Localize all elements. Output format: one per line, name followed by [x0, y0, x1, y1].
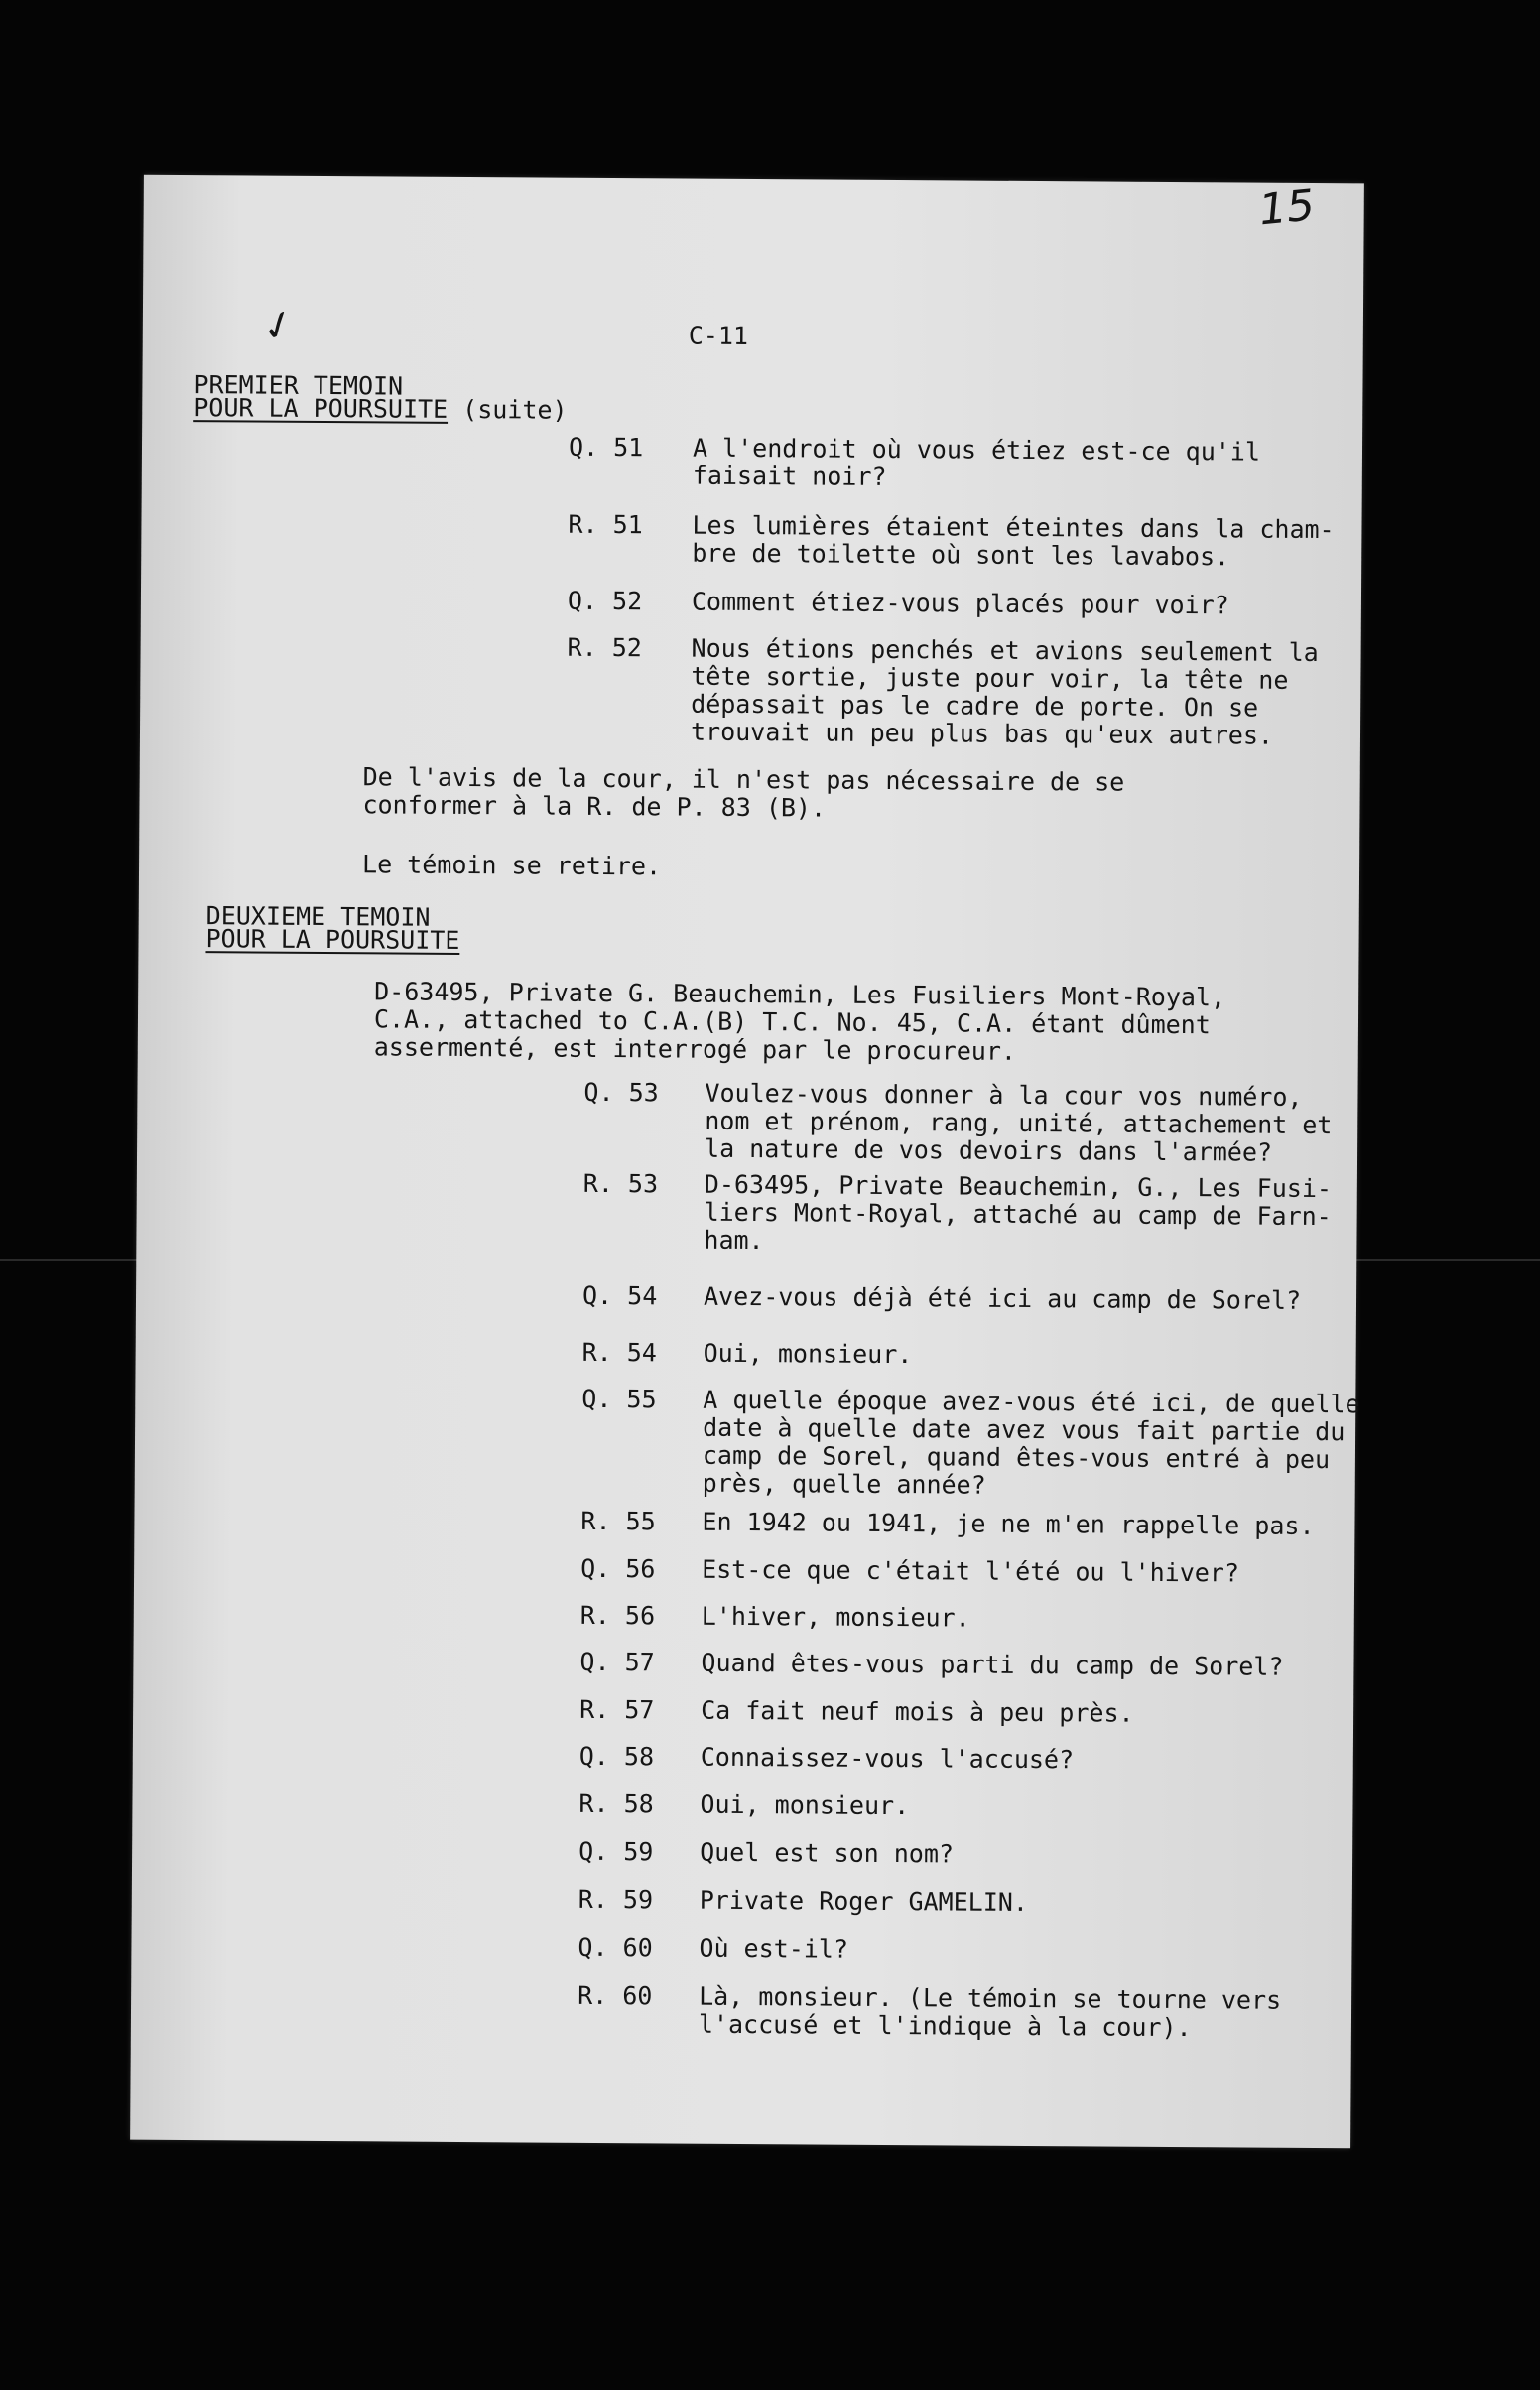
qa-text-line: camp de Sorel, quand êtes-vous entré à peu	[702, 1440, 1331, 1475]
qa-reference: Q. 60	[578, 1932, 653, 1963]
qa-text-line: date à quelle date avez vous fait partie du	[703, 1412, 1346, 1447]
qa-reference: R. 58	[578, 1789, 654, 1819]
qa-text-line: trouvait un peu plus bas qu'eux autres.	[690, 717, 1274, 750]
qa-text-line: Oui, monsieur.	[700, 1790, 910, 1821]
qa-reference: Q. 59	[578, 1836, 654, 1867]
qa-text	[692, 512, 1335, 573]
heading-line-2: POUR LA POURSUITE	[193, 393, 449, 424]
qa-text-line: tête sortie, juste pour voir, la tête ne	[691, 661, 1289, 695]
qa-text-line: Nous étions penchés et avions seulement la	[691, 633, 1319, 668]
qa-reference: R. 60	[578, 1980, 653, 2011]
document-page	[130, 175, 1364, 2149]
qa-text-line: bre de toilette où sont les lavabos.	[692, 538, 1230, 572]
court-note	[362, 763, 1124, 824]
qa-text	[691, 635, 1319, 750]
qa-text	[693, 435, 1260, 494]
qa-text-line: Où est-il?	[699, 1933, 849, 1964]
qa-text	[704, 1340, 913, 1369]
qa-text	[702, 1556, 1239, 1588]
qa-text-line: En 1942 ou 1941, je ne m'en rappelle pas.	[702, 1507, 1315, 1540]
qa-text	[703, 1387, 1360, 1503]
qa-reference: Q. 53	[583, 1077, 659, 1108]
heading-line-1: PREMIER TEMOIN	[193, 370, 404, 401]
heading-line-1: DEUXIEME TEMOIN	[205, 901, 431, 932]
qa-reference: R. 52	[567, 632, 642, 663]
qa-text-line: Quand êtes-vous parti du camp de Sorel?	[701, 1648, 1284, 1681]
qa-text-line: Quel est son nom?	[700, 1837, 955, 1869]
qa-text-line: près, quelle année?	[702, 1468, 986, 1500]
qa-reference: R. 56	[579, 1600, 656, 1631]
qa-reference: R. 51	[568, 509, 643, 540]
qa-reference: Q. 57	[579, 1647, 655, 1677]
qa-text-line: l'accusé et l'indique à la cour).	[698, 2009, 1192, 2043]
qa-text	[700, 1792, 909, 1820]
qa-reference: Q. 55	[581, 1384, 657, 1414]
qa-text	[700, 1887, 1028, 1917]
qa-text-line: liers Mont-Royal, attaché au camp de Farn-	[704, 1197, 1332, 1232]
check-mark-icon: ✓	[255, 299, 303, 353]
qa-text-line: Voulez-vous donner à la cour vos numéro,	[705, 1078, 1303, 1112]
witness-withdraws-note: Le témoin se retire.	[361, 850, 662, 881]
qa-text-line: Private Roger GAMELIN.	[699, 1885, 1029, 1917]
folio-number: 15	[1256, 180, 1318, 236]
qa-text-line: dépassait pas le cadre de porte. On se	[691, 689, 1259, 723]
qa-text-line: D-63495, Private Beauchemin, G., Les Fusi-	[704, 1169, 1333, 1204]
qa-text	[692, 589, 1229, 620]
qa-text	[701, 1650, 1283, 1681]
heading-line-2: POUR LA POURSUITE	[205, 924, 460, 955]
qa-text	[701, 1744, 1074, 1775]
witness-introduction	[374, 978, 1226, 1067]
qa-text	[702, 1603, 970, 1633]
qa-text-line: Est-ce que c'était l'été ou l'hiver?	[702, 1554, 1240, 1588]
qa-text-line: faisait noir?	[692, 461, 887, 491]
section-heading-first-witness	[193, 370, 568, 425]
intro-line: assermenté, est interrogé par le procureur.	[373, 1032, 1017, 1066]
qa-text-line: Oui, monsieur.	[703, 1338, 913, 1370]
qa-reference: Q. 58	[578, 1741, 655, 1772]
qa-text-line: Les lumières étaient éteintes dans la cham-	[692, 510, 1335, 545]
qa-text-line: Ca fait neuf mois à peu près.	[701, 1695, 1134, 1728]
qa-text-line: Connaissez-vous l'accusé?	[700, 1742, 1075, 1775]
court-note-line: De l'avis de la cour, il n'est pas nécessaire de se	[362, 762, 1125, 797]
qa-reference: R. 59	[578, 1884, 654, 1915]
qa-reference: R. 57	[579, 1694, 655, 1725]
qa-reference: R. 54	[581, 1337, 658, 1368]
qa-text	[704, 1283, 1301, 1315]
qa-text	[699, 1935, 848, 1964]
qa-reference: Q. 52	[567, 586, 643, 616]
qa-reference: Q. 51	[568, 432, 644, 463]
intro-line: C.A., attached to C.A.(B) T.C. No. 45, C.A. étant dûment	[373, 1004, 1211, 1040]
qa-text-line: la nature de vos devoirs dans l'armée?	[704, 1133, 1273, 1167]
heading-suffix: (suite)	[448, 394, 568, 425]
qa-text-line: A l'endroit où vous étiez est-ce qu'il	[692, 433, 1261, 466]
qa-reference: Q. 56	[580, 1553, 656, 1584]
qa-text	[699, 1983, 1281, 2043]
qa-text	[702, 1509, 1314, 1540]
qa-reference: R. 53	[582, 1168, 659, 1199]
qa-text	[704, 1171, 1332, 1259]
qa-text	[705, 1080, 1333, 1167]
qa-text-line: Là, monsieur. (Le témoin se tourne vers	[699, 1981, 1282, 2015]
qa-text-line: nom et prénom, rang, unité, attachement et	[705, 1106, 1333, 1140]
qa-text-line: A quelle époque avez-vous été ici, de quelle	[703, 1385, 1360, 1419]
page-identifier: C-11	[688, 321, 749, 350]
qa-reference: Q. 54	[581, 1280, 658, 1311]
qa-text-line: Comment étiez-vous placés pour voir?	[691, 587, 1229, 620]
qa-text	[701, 1697, 1134, 1728]
qa-reference: R. 55	[580, 1506, 656, 1536]
qa-text-line: ham.	[704, 1225, 764, 1256]
court-note-line: conformer à la R. de P. 83 (B).	[362, 790, 827, 823]
qa-text-line: L'hiver, monsieur.	[701, 1601, 970, 1633]
section-heading-second-witness	[205, 901, 460, 955]
qa-text-line: Avez-vous déjà été ici au camp de Sorel?	[703, 1281, 1302, 1315]
qa-text	[700, 1839, 954, 1869]
intro-line: D-63495, Private G. Beauchemin, Les Fusiliers Mont-Royal,	[374, 977, 1226, 1012]
